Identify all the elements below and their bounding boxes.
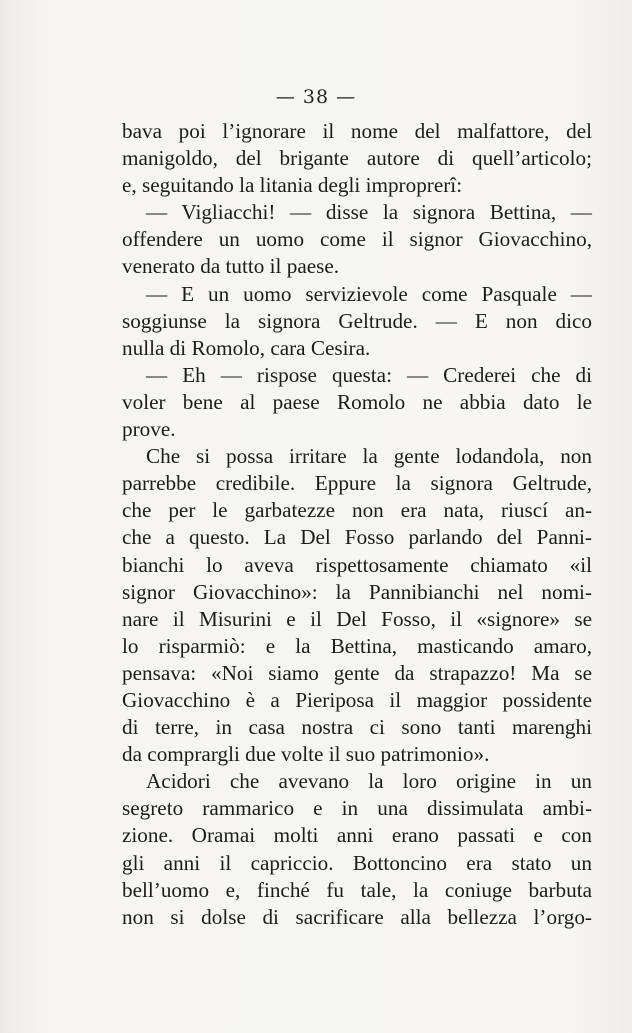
- body-text: [122, 118, 592, 931]
- text-line: soggiunse la signora Geltrude. — E non dico: [122, 308, 592, 333]
- text-line: Giovacchino è a Pieriposa il maggior possidente: [122, 687, 592, 712]
- text-line: offendere un uomo come il signor Giovacchino,: [122, 227, 592, 252]
- text-line: nare il Misurini e il Del Fosso, il «signore» se: [122, 606, 592, 631]
- text-line: bianchi lo aveva rispettosamente chiamato «il: [122, 552, 592, 577]
- text-line: — E un uomo servizievole come Pasquale —: [146, 281, 592, 306]
- text-line: bava poi l’ignorare il nome del malfattore, del: [122, 119, 592, 143]
- text-line: che per le garbatezze non era nata, riuscí an-: [122, 498, 592, 523]
- text-line: prove.: [122, 417, 176, 442]
- text-line: parrebbe credibile. Eppure la signora Geltrude,: [122, 471, 592, 496]
- text-line: zione. Oramai molti anni erano passati e con: [122, 823, 592, 848]
- text-line: non si dolse di sacrificare alla bellezza l’orgo-: [122, 904, 592, 929]
- text-line: signor Giovacchino»: la Pannibianchi nel nomi-: [122, 579, 592, 604]
- text-line: che a questo. La Del Fosso parlando del Panni-: [122, 525, 592, 550]
- text-line: Acidori che avevano la loro origine in un: [146, 769, 592, 794]
- text-line: — Vigliacchi! — disse la signora Bettina, —: [146, 200, 592, 225]
- text-line: gli anni il capriccio. Bottoncino era stato un: [122, 850, 592, 875]
- text-line: manigoldo, del brigante autore di quell’articolo;: [122, 146, 592, 171]
- page-number: — 38 —: [275, 86, 357, 108]
- text-line: — Eh — rispose questa: — Crederei che di: [146, 362, 592, 387]
- text-line: da comprargli due volte il suo patrimonio».: [122, 742, 490, 767]
- text-line: nulla di Romolo, cara Cesira.: [122, 335, 371, 360]
- text-line: lo risparmiò: e la Bettina, masticando amaro,: [122, 633, 592, 658]
- text-line: pensava: «Noi siamo gente da strapazzo! Ma se: [122, 660, 592, 685]
- text-line: di terre, in casa nostra ci sono tanti marenghi: [122, 715, 592, 740]
- text-line: voler bene al paese Romolo ne abbia dato le: [122, 389, 592, 414]
- text-line: e, seguitando la litania degli improprerî:: [122, 173, 463, 198]
- text-line: bell’uomo e, finché fu tale, la coniuge barbuta: [122, 877, 592, 902]
- text-line: venerato da tutto il paese.: [122, 254, 340, 279]
- text-line: Che si possa irritare la gente lodandola, non: [146, 444, 592, 469]
- text-line: segreto rammarico e in una dissimulata ambi-: [122, 796, 592, 821]
